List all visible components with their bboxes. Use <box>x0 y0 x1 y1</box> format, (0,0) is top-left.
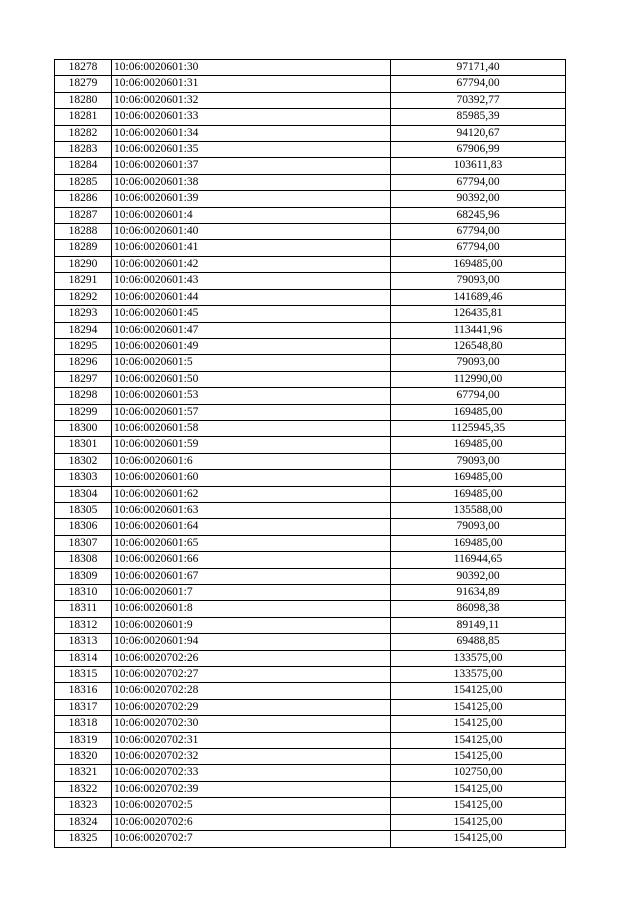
row-number-cell: 18311 <box>55 601 112 617</box>
table-row <box>55 486 566 502</box>
row-number-cell: 18297 <box>55 371 112 387</box>
value-cell: 133575,00 <box>391 667 566 683</box>
value-cell: 97171,40 <box>391 60 566 76</box>
row-number-cell: 18313 <box>55 634 112 650</box>
cadastral-number-cell: 10:06:0020601:58 <box>112 420 391 436</box>
value-cell: 70392,77 <box>391 92 566 108</box>
cadastral-number-cell: 10:06:0020601:57 <box>112 404 391 420</box>
table-row <box>55 174 566 190</box>
row-number-cell: 18317 <box>55 699 112 715</box>
cadastral-number-cell: 10:06:0020601:67 <box>112 568 391 584</box>
cadastral-number-cell: 10:06:0020601:65 <box>112 535 391 551</box>
value-cell: 103611,83 <box>391 158 566 174</box>
table-row <box>55 601 566 617</box>
value-cell: 85985,39 <box>391 109 566 125</box>
records-table <box>54 59 566 848</box>
value-cell: 79093,00 <box>391 273 566 289</box>
row-number-cell: 18318 <box>55 716 112 732</box>
cadastral-number-cell: 10:06:0020601:47 <box>112 322 391 338</box>
value-cell: 169485,00 <box>391 404 566 420</box>
table-row <box>55 355 566 371</box>
row-number-cell: 18304 <box>55 486 112 502</box>
row-number-cell: 18291 <box>55 273 112 289</box>
value-cell: 90392,00 <box>391 191 566 207</box>
row-number-cell: 18316 <box>55 683 112 699</box>
value-cell: 154125,00 <box>391 749 566 765</box>
row-number-cell: 18299 <box>55 404 112 420</box>
cadastral-number-cell: 10:06:0020601:32 <box>112 92 391 108</box>
table-row <box>55 224 566 240</box>
table-row <box>55 388 566 404</box>
value-cell: 154125,00 <box>391 781 566 797</box>
cadastral-number-cell: 10:06:0020601:37 <box>112 158 391 174</box>
row-number-cell: 18300 <box>55 420 112 436</box>
table-row <box>55 158 566 174</box>
value-cell: 79093,00 <box>391 519 566 535</box>
value-cell: 67906,99 <box>391 142 566 158</box>
cadastral-number-cell: 10:06:0020601:53 <box>112 388 391 404</box>
cadastral-number-cell: 10:06:0020702:27 <box>112 667 391 683</box>
value-cell: 67794,00 <box>391 224 566 240</box>
row-number-cell: 18282 <box>55 125 112 141</box>
cadastral-number-cell: 10:06:0020601:40 <box>112 224 391 240</box>
table-row <box>55 814 566 830</box>
table-row <box>55 683 566 699</box>
row-number-cell: 18310 <box>55 585 112 601</box>
value-cell: 112990,00 <box>391 371 566 387</box>
table-row <box>55 256 566 272</box>
cadastral-number-cell: 10:06:0020601:9 <box>112 617 391 633</box>
cadastral-number-cell: 10:06:0020601:5 <box>112 355 391 371</box>
table-row <box>55 535 566 551</box>
table-row <box>55 289 566 305</box>
table-row <box>55 142 566 158</box>
value-cell: 67794,00 <box>391 388 566 404</box>
table-row <box>55 617 566 633</box>
row-number-cell: 18325 <box>55 831 112 847</box>
table-row <box>55 437 566 453</box>
row-number-cell: 18286 <box>55 191 112 207</box>
cadastral-number-cell: 10:06:0020702:39 <box>112 781 391 797</box>
value-cell: 102750,00 <box>391 765 566 781</box>
cadastral-number-cell: 10:06:0020702:33 <box>112 765 391 781</box>
cadastral-number-cell: 10:06:0020702:29 <box>112 699 391 715</box>
value-cell: 90392,00 <box>391 568 566 584</box>
row-number-cell: 18280 <box>55 92 112 108</box>
table-row <box>55 76 566 92</box>
value-cell: 116944,65 <box>391 552 566 568</box>
row-number-cell: 18322 <box>55 781 112 797</box>
value-cell: 1125945,35 <box>391 420 566 436</box>
table-row <box>55 667 566 683</box>
row-number-cell: 18295 <box>55 338 112 354</box>
table-row <box>55 650 566 666</box>
table-row <box>55 798 566 814</box>
row-number-cell: 18289 <box>55 240 112 256</box>
cadastral-number-cell: 10:06:0020702:5 <box>112 798 391 814</box>
cadastral-number-cell: 10:06:0020601:31 <box>112 76 391 92</box>
table-row <box>55 453 566 469</box>
row-number-cell: 18306 <box>55 519 112 535</box>
cadastral-number-cell: 10:06:0020601:38 <box>112 174 391 190</box>
value-cell: 67794,00 <box>391 76 566 92</box>
row-number-cell: 18312 <box>55 617 112 633</box>
row-number-cell: 18305 <box>55 502 112 518</box>
table-row <box>55 781 566 797</box>
cadastral-number-cell: 10:06:0020601:44 <box>112 289 391 305</box>
row-number-cell: 18293 <box>55 306 112 322</box>
row-number-cell: 18285 <box>55 174 112 190</box>
row-number-cell: 18290 <box>55 256 112 272</box>
cadastral-number-cell: 10:06:0020601:66 <box>112 552 391 568</box>
value-cell: 141689,46 <box>391 289 566 305</box>
value-cell: 67794,00 <box>391 174 566 190</box>
row-number-cell: 18301 <box>55 437 112 453</box>
table-row <box>55 699 566 715</box>
value-cell: 169485,00 <box>391 470 566 486</box>
table-row <box>55 634 566 650</box>
value-cell: 89149,11 <box>391 617 566 633</box>
cadastral-number-cell: 10:06:0020601:60 <box>112 470 391 486</box>
value-cell: 154125,00 <box>391 831 566 847</box>
value-cell: 94120,67 <box>391 125 566 141</box>
table-row <box>55 765 566 781</box>
row-number-cell: 18308 <box>55 552 112 568</box>
row-number-cell: 18283 <box>55 142 112 158</box>
value-cell: 113441,96 <box>391 322 566 338</box>
cadastral-number-cell: 10:06:0020601:64 <box>112 519 391 535</box>
value-cell: 169485,00 <box>391 256 566 272</box>
cadastral-number-cell: 10:06:0020601:59 <box>112 437 391 453</box>
row-number-cell: 18292 <box>55 289 112 305</box>
row-number-cell: 18315 <box>55 667 112 683</box>
row-number-cell: 18314 <box>55 650 112 666</box>
row-number-cell: 18287 <box>55 207 112 223</box>
row-number-cell: 18303 <box>55 470 112 486</box>
value-cell: 154125,00 <box>391 683 566 699</box>
table-row <box>55 191 566 207</box>
value-cell: 154125,00 <box>391 798 566 814</box>
cadastral-number-cell: 10:06:0020702:30 <box>112 716 391 732</box>
row-number-cell: 18281 <box>55 109 112 125</box>
table-row <box>55 749 566 765</box>
cadastral-number-cell: 10:06:0020601:42 <box>112 256 391 272</box>
table-row <box>55 502 566 518</box>
cadastral-number-cell: 10:06:0020601:35 <box>112 142 391 158</box>
row-number-cell: 18294 <box>55 322 112 338</box>
row-number-cell: 18319 <box>55 732 112 748</box>
value-cell: 135588,00 <box>391 502 566 518</box>
row-number-cell: 18320 <box>55 749 112 765</box>
cadastral-number-cell: 10:06:0020702:28 <box>112 683 391 699</box>
table-row <box>55 109 566 125</box>
cadastral-number-cell: 10:06:0020601:6 <box>112 453 391 469</box>
row-number-cell: 18324 <box>55 814 112 830</box>
cadastral-number-cell: 10:06:0020601:30 <box>112 60 391 76</box>
cadastral-number-cell: 10:06:0020601:94 <box>112 634 391 650</box>
value-cell: 169485,00 <box>391 535 566 551</box>
row-number-cell: 18278 <box>55 60 112 76</box>
cadastral-number-cell: 10:06:0020702:6 <box>112 814 391 830</box>
value-cell: 154125,00 <box>391 716 566 732</box>
table-row <box>55 568 566 584</box>
cadastral-number-cell: 10:06:0020702:32 <box>112 749 391 765</box>
row-number-cell: 18302 <box>55 453 112 469</box>
value-cell: 67794,00 <box>391 240 566 256</box>
value-cell: 133575,00 <box>391 650 566 666</box>
value-cell: 86098,38 <box>391 601 566 617</box>
row-number-cell: 18323 <box>55 798 112 814</box>
cadastral-number-cell: 10:06:0020601:34 <box>112 125 391 141</box>
cadastral-number-cell: 10:06:0020601:41 <box>112 240 391 256</box>
row-number-cell: 18288 <box>55 224 112 240</box>
table-row <box>55 371 566 387</box>
cadastral-number-cell: 10:06:0020601:8 <box>112 601 391 617</box>
row-number-cell: 18307 <box>55 535 112 551</box>
cadastral-number-cell: 10:06:0020601:50 <box>112 371 391 387</box>
table-row <box>55 322 566 338</box>
table-row <box>55 716 566 732</box>
cadastral-number-cell: 10:06:0020601:43 <box>112 273 391 289</box>
cadastral-number-cell: 10:06:0020601:39 <box>112 191 391 207</box>
cadastral-number-cell: 10:06:0020601:62 <box>112 486 391 502</box>
value-cell: 69488,85 <box>391 634 566 650</box>
cadastral-number-cell: 10:06:0020601:33 <box>112 109 391 125</box>
row-number-cell: 18279 <box>55 76 112 92</box>
cadastral-number-cell: 10:06:0020702:26 <box>112 650 391 666</box>
table-row <box>55 519 566 535</box>
cadastral-number-cell: 10:06:0020702:31 <box>112 732 391 748</box>
row-number-cell: 18296 <box>55 355 112 371</box>
table-row <box>55 306 566 322</box>
table-row <box>55 831 566 847</box>
value-cell: 169485,00 <box>391 486 566 502</box>
table-row <box>55 470 566 486</box>
cadastral-number-cell: 10:06:0020601:49 <box>112 338 391 354</box>
table-row <box>55 125 566 141</box>
value-cell: 169485,00 <box>391 437 566 453</box>
records-table-body <box>55 60 566 848</box>
table-row <box>55 585 566 601</box>
row-number-cell: 18309 <box>55 568 112 584</box>
value-cell: 126435,81 <box>391 306 566 322</box>
cadastral-number-cell: 10:06:0020601:4 <box>112 207 391 223</box>
table-row <box>55 420 566 436</box>
row-number-cell: 18298 <box>55 388 112 404</box>
table-row <box>55 60 566 76</box>
row-number-cell: 18321 <box>55 765 112 781</box>
table-row <box>55 207 566 223</box>
cadastral-number-cell: 10:06:0020601:63 <box>112 502 391 518</box>
value-cell: 91634,89 <box>391 585 566 601</box>
table-row <box>55 404 566 420</box>
table-row <box>55 552 566 568</box>
row-number-cell: 18284 <box>55 158 112 174</box>
table-row <box>55 732 566 748</box>
value-cell: 126548,80 <box>391 338 566 354</box>
cadastral-number-cell: 10:06:0020601:7 <box>112 585 391 601</box>
table-row <box>55 338 566 354</box>
table-row <box>55 273 566 289</box>
table-row <box>55 92 566 108</box>
cadastral-number-cell: 10:06:0020601:45 <box>112 306 391 322</box>
table-row <box>55 240 566 256</box>
cadastral-number-cell: 10:06:0020702:7 <box>112 831 391 847</box>
value-cell: 79093,00 <box>391 453 566 469</box>
value-cell: 154125,00 <box>391 814 566 830</box>
value-cell: 154125,00 <box>391 699 566 715</box>
value-cell: 79093,00 <box>391 355 566 371</box>
value-cell: 68245,96 <box>391 207 566 223</box>
value-cell: 154125,00 <box>391 732 566 748</box>
